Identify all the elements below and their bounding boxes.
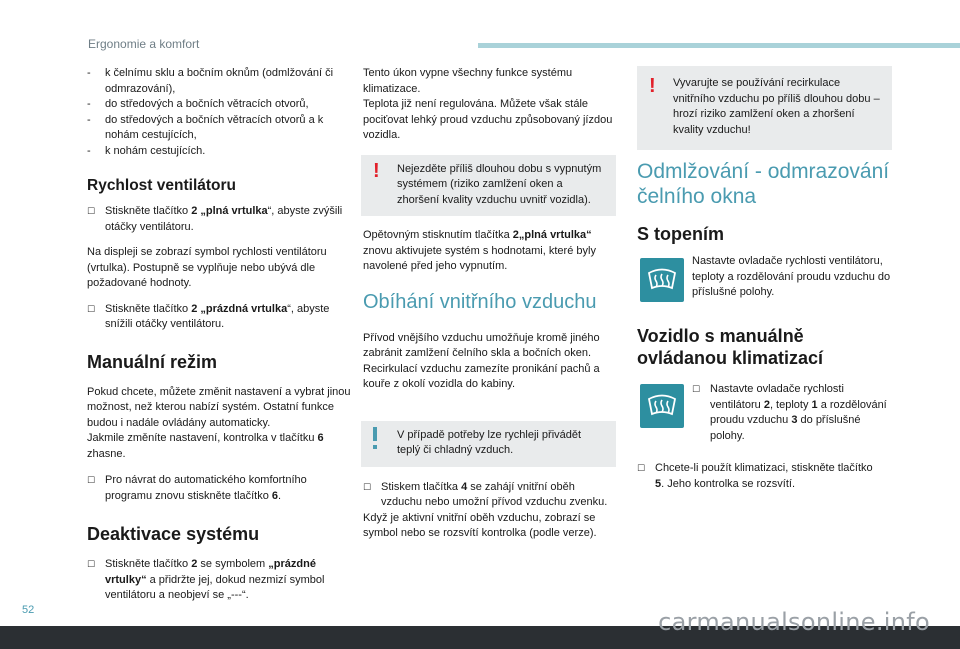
page-number: 52: [22, 604, 35, 616]
warning-box: ! Nejezděte příliš dlouhou dobu s vypnutým systémem (riziko zamlžení oken a zhoršení kvality vzduchu uvnitř vozidla).: [361, 155, 616, 217]
paragraph: Opětovným stisknutím tlačítka 2„plná vrtulka“ znovu aktivujete systém s hodnotami, které byly navolené před jeho vypnutím.: [363, 229, 596, 272]
heading-recirculation: Obíhání vnitřního vzduchu: [363, 290, 597, 313]
list-item: - do středových a bočních větracích otvorů,: [87, 98, 309, 110]
windshield-defrost-icon: [640, 258, 684, 302]
paragraph: Tento úkon vypne všechny funkce systému klimatizace.: [363, 67, 573, 95]
info-icon: [373, 427, 377, 441]
checkbox-bullet-icon: ☐: [637, 463, 646, 473]
list-item: - k čelnímu sklu a bočním oknům (odmlžování či odmrazování),: [87, 67, 334, 95]
warning-box: ! Vyvarujte se používání recirkulace vnitřního vzduchu po příliš dlouhou dobu – hrozí riziko zamlžení oken a zhoršení kvality vzduchu!: [637, 66, 892, 150]
paragraph: Na displeji se zobrazí symbol rychlosti ventilátoru (vrtulka). Postupně se vyplňuje nebo ubývá dle požadované hodnoty.: [87, 246, 327, 289]
checkbox-bullet-icon: ☐: [87, 559, 96, 569]
checkbox-bullet-icon: ☐: [87, 475, 96, 485]
manual-ac-row: [637, 382, 892, 450]
bullet-item: ☐ Pro návrat do automatického komfortního programu znovu stiskněte tlačítko 6.: [87, 474, 307, 502]
checkbox-bullet-icon: ☐: [363, 481, 372, 492]
list-item: - do středových a bočních větracích otvorů a k nohám cestujících,: [87, 113, 324, 141]
heading-deactivate: Deaktivace systému: [87, 524, 260, 544]
column-1: [87, 66, 352, 604]
paragraph: Recirkulací vzduchu zamezíte pronikání pachů a kouře z okolí vozidla do kabiny.: [363, 362, 600, 390]
header-bar: [478, 43, 960, 48]
checkbox-bullet-icon: ☐: [87, 206, 96, 216]
bullet-item: ☐ Nastavte ovladače rychlosti ventilátoru 2, teploty 1 a rozdělování proudu vzduchu 3 do příslušné polohy.: [692, 383, 887, 442]
exclamation-icon: !: [373, 159, 380, 182]
column-3: [637, 66, 892, 492]
paragraph: Přívod vnějšího vzduchu umožňuje kromě jiného zabránit zamlžení čelního skla a bočních oken.: [363, 331, 600, 359]
windshield-defrost-icon: [640, 384, 684, 428]
heading-fan-speed: Rychlost ventilátoru: [87, 177, 236, 194]
info-box: V případě potřeby lze rychleji přivádět teplý či chladný vzduch.: [361, 421, 616, 467]
heading-heating: S topením: [637, 224, 725, 244]
bullet-item: ☐ Stiskněte tlačítko 2 „plná vrtulka“, abyste zvýšili otáčky ventilátoru.: [87, 205, 343, 233]
paragraph: Teplota již není regulována. Můžete však stále pociťovat lehký proud vzduchu způsobovaný jízdou vozidla.: [363, 98, 613, 141]
section-title: Ergonomie a komfort: [88, 37, 200, 51]
heating-row: [637, 254, 892, 310]
column-2: [361, 66, 616, 542]
bullet-item: ☐ Chcete-li použít klimatizaci, stiskněte tlačítko 5. Jeho kontrolka se rozsvítí.: [637, 462, 873, 490]
paragraph: Pokud chcete, můžete změnit nastavení a vybrat jinou možnost, než kterou nabízí systém. Ostatní funkce budou i nadále ovládány automaticky.: [87, 385, 351, 429]
watermark-text: carmanualsonline.info: [658, 608, 930, 636]
bullet-item: ☐ Stiskněte tlačítko 2 „prázdná vrtulka“, abyste snížili otáčky ventilátoru.: [87, 302, 330, 330]
bullet-item: ☐ Stiskem tlačítka 4 se zahájí vnitřní oběh vzduchu nebo umožní přívod vzduchu zvenku.: [363, 480, 608, 508]
paragraph: Jakmile změníte nastavení, kontrolka v tlačítku 6 zhasne.: [87, 432, 324, 460]
checkbox-bullet-icon: ☐: [87, 303, 96, 314]
heading-defrost: Odmlžování - odmrazování čelního okna: [637, 160, 890, 208]
checkbox-bullet-icon: ☐: [692, 384, 701, 394]
heading-manual-mode: Manuální režim: [87, 351, 218, 372]
bullet-item: ☐ Stiskněte tlačítko 2 se symbolem „prázdné vrtulky“ a přidržte jej, dokud nezmizí symbol ventilátoru a neobjeví se „---“.: [87, 558, 325, 601]
paragraph: Když je aktivní vnitřní oběh vzduchu, zobrazí se symbol nebo se rozsvítí kontrolka (podle verze).: [363, 511, 597, 539]
heading-manual-ac: Vozidlo s manuálně ovládanou klimatizací: [637, 326, 824, 368]
list-item: - k nohám cestujících.: [87, 144, 206, 157]
exclamation-icon: !: [649, 75, 656, 97]
paragraph: Nastavte ovladače rychlosti ventilátoru, teploty a rozdělování proudu vzduchu do příslušné polohy.: [692, 255, 891, 298]
